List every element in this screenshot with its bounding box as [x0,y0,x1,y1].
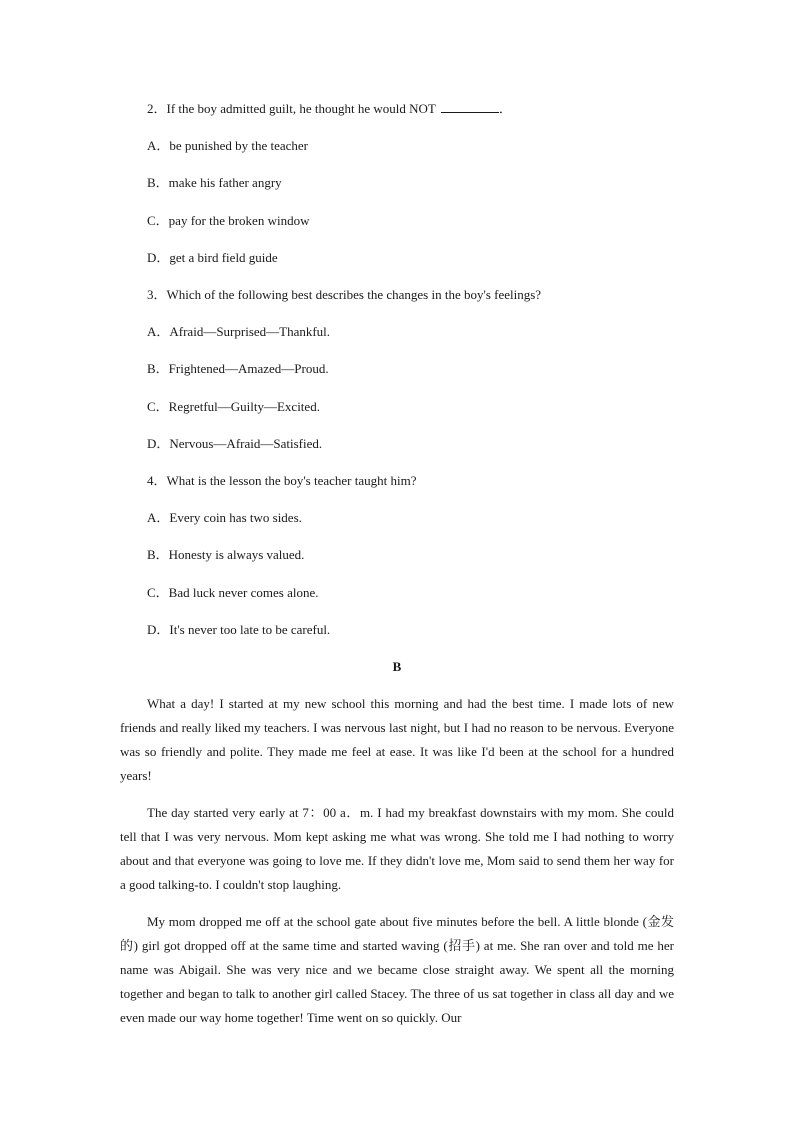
question-3-option-c: C．Regretful—Guilty—Excited. [147,399,320,414]
passage-paragraph-2: The day started very early at 7：00 a．m. I had my breakfast downstairs with my mom. She could tell that I was very nervous. Mom kept asking me what was wrong. She told me I had nothing to worry about and that everyone was going to love me. If they didn't love me, Mom said to send them her way for a good talking-to. I couldn't stop laughing. [120,805,674,892]
question-2-stem-end: ． [498,101,512,116]
question-3-option-a: A．Afraid—Surprised—Thankful. [147,324,331,339]
section-heading: B [392,659,402,674]
question-3-stem: 3．Which of the following best describes the changes in the boy's feelings? [147,287,542,302]
question-2-option-b: B．make his father angry [147,175,282,190]
answer-blank [441,100,499,113]
question-3-option-b: B．Frightened—Amazed—Proud. [147,361,329,376]
passage-paragraph-3: My mom dropped me off at the school gate about five minutes before the bell. A little blonde (金发的) girl got dropped off at the same time and started waving (招手) at me. She ran over and told me her name was Abigail. She was very nice and we became close straight away. We spent all the morning together and began to talk to another girl called Stacey. The three of us sat together in class all day and we even made our way home together! Time went on so quickly. Our [120,914,674,1025]
passage-paragraph-1: What a day! I started at my new school this morning and had the best time. I made lots of new friends and really liked my teachers. I was nervous last night, but I had no reason to be nervous. Everyone was so friendly and polite. They made me feel at ease. It was like I'd been at the school for a hundred years! [120,696,674,783]
question-2-option-d: D．get a bird field guide [147,250,278,265]
question-4-option-b: B．Honesty is always valued. [147,547,305,562]
question-2-option-c: C．pay for the broken window [147,213,310,228]
question-2-option-a: A．be punished by the teacher [147,138,309,153]
question-2-stem-text: 2．If the boy admitted guilt, he thought he would NOT [147,101,436,116]
question-4-stem: 4．What is the lesson the boy's teacher taught him? [147,473,417,488]
question-4-option-a: A．Every coin has two sides. [147,510,302,525]
question-4-option-c: C．Bad luck never comes alone. [147,585,319,600]
question-3-option-d: D．Nervous—Afraid—Satisfied. [147,436,323,451]
question-4-option-d: D．It's never too late to be careful. [147,622,331,637]
question-2-stem [147,100,512,118]
